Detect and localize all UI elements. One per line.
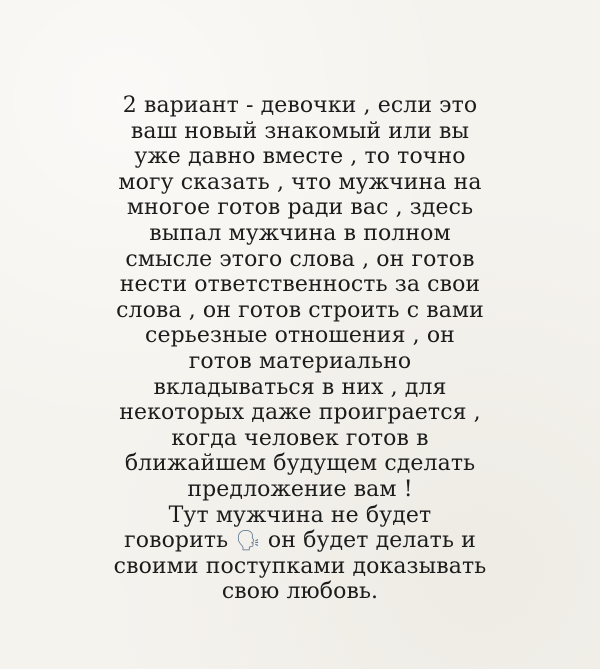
text-line: предложение вам ! (187, 476, 413, 502)
text-line: 2 вариант - девочки , если это (122, 93, 478, 118)
speaking-head-icon: 🗣 (235, 528, 261, 553)
text-line: свою любовь. (221, 579, 379, 605)
text-line: уже давно вместе , то точно (134, 144, 466, 170)
text-line-with-emoji (60, 528, 540, 554)
text-line: нести ответственность за свои (119, 272, 481, 298)
text-line: Тут мужчина не будет (168, 502, 432, 528)
text-line: могу сказать , что мужчина на (118, 169, 482, 195)
text-line: ваш новый знакомый или вы (130, 118, 470, 144)
speaking-text-before: говорить (124, 528, 236, 554)
text-line: своими поступками доказывать (113, 553, 487, 579)
text-line: ближайшем будущем сделать (124, 451, 476, 477)
text-line: готов материально (188, 348, 412, 374)
text-line: слова , он готов строить с вами (116, 297, 484, 323)
text-line: вкладываться в них , для (153, 374, 447, 400)
text-line: выпал мужчина в полном (149, 220, 451, 246)
text-line: некоторых даже проиграется , (119, 400, 481, 426)
text-line: серьезные отношения , он (145, 323, 455, 349)
speaking-text-after: он будет делать и (260, 528, 476, 554)
text-line: когда человек готов в (171, 425, 429, 451)
story-text (60, 93, 540, 605)
text-line: смысле этого слова , он готов (125, 246, 475, 272)
text-line: многое готов ради вас , здесь (126, 195, 474, 221)
